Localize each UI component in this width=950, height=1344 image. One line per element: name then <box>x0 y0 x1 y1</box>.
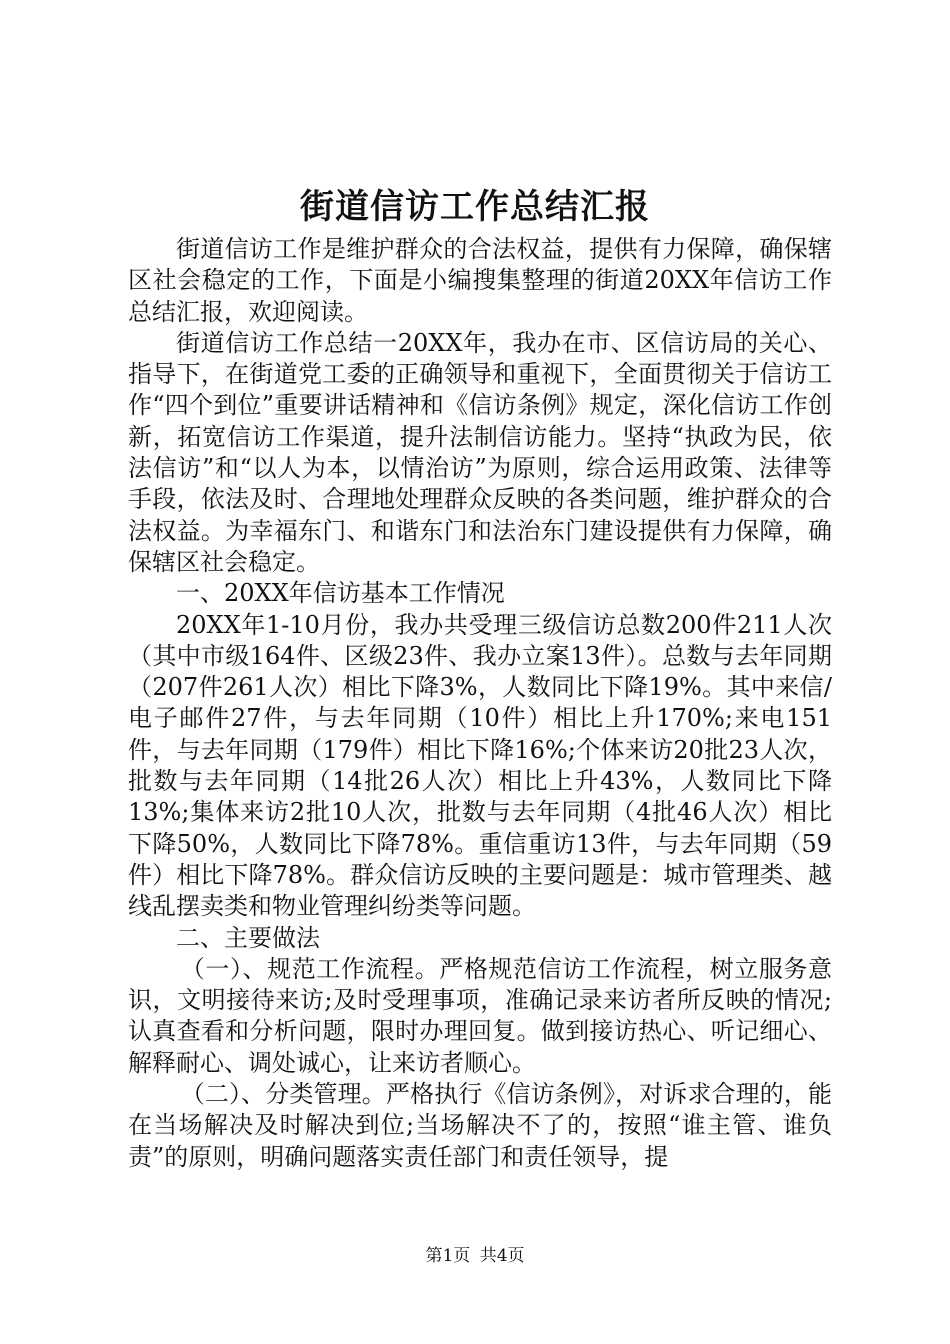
section-heading-basic-situation: 一、20XX年信访基本工作情况 <box>176 579 505 608</box>
section-heading-main-practices: 二、主要做法 <box>176 923 320 952</box>
paragraph-summary: 街道信访工作总结一20XX年，我办在市、区信访局的关心、指导下，在街道党工委的正确领导和重视下，全面贯彻关于信访工作“四个到位”重要讲话精神和《信访条例》规定，深化信访工作创新，拓宽信访工作渠道，提升法制信访能力。坚持“执政为民，依法信访”和“以人为本，以情治访”为原则，综合运用政策、法律等手段，依法及时、合理地处理群众反映的各类问题，维护群众的合法权益。为幸福东门、和谐东门和法治东门建设提供有力保障，确保辖区社会稳定。 <box>128 328 832 576</box>
page-total: 共4页 <box>479 1246 525 1266</box>
paragraph-workflow: （一）、规范工作流程。严格规范信访工作流程，树立服务意识，文明接待来访;及时受理事项，准确记录来访者所反映的情况;认真查看和分析问题，限时办理回复。做到接访热心、听记细心、解释耐心、调处诚心，让来访者顺心。 <box>128 954 832 1077</box>
paragraph-intro: 街道信访工作是维护群众的合法权益，提供有力保障，确保辖区社会稳定的工作，下面是小编搜集整理的街道20XX年信访工作总结汇报，欢迎阅读。 <box>128 235 832 326</box>
page-footer <box>0 1244 950 1268</box>
paragraph-statistics: 20XX年1-10月份，我办共受理三级信访总数200件211人次（其中市级164件、区级23件、我办立案13件）。总数与去年同期（207件261人次）相比下降3%，人数同比下降19%。其中来信/电子邮件27件，与去年同期（10件）相比上升170%;来电151件，与去年同期（179件）相比下降16%;个体来访20批23人次，批数与去年同期（14批26人次）相比上升43%，人数同比下降13%;集体来访2批10人次，批数与去年同期（4批46人次）相比下降50%，人数同比下降78%。重信重访13件，与去年同期（59件）相比下降78%。群众信访反映的主要问题是：城市管理类、越线乱摆卖类和物业管理纠纷类等问题。 <box>128 610 832 921</box>
document-title: 街道信访工作总结汇报 <box>300 187 650 227</box>
document-body <box>128 234 832 1173</box>
paragraph-classification: （二）、分类管理。严格执行《信访条例》，对诉求合理的，能在当场解决及时解决到位;当场解决不了的，按照“谁主管、谁负责”的原则，明确问题落实责任部门和责任领导，提 <box>128 1080 832 1171</box>
page-number: 第1页 <box>425 1246 471 1266</box>
